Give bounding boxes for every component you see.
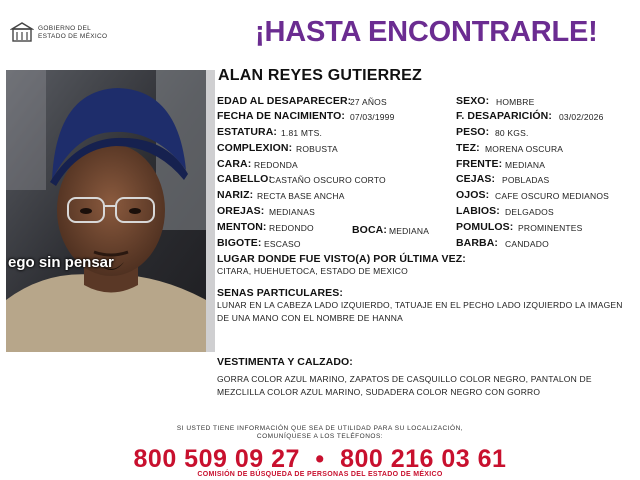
birthdate-label: FECHA DE NACIMIENTO: bbox=[217, 110, 345, 122]
photo-caption: ego sin pensar bbox=[8, 254, 114, 271]
distinguishing-marks-value: LUNAR EN LA CABEZA LADO IZQUIERDO, TATUAJE EN EL PECHO LADO IZQUIERDO LA IMAGEN DE UNA MANO CON EL NOMBRE DE HANNA bbox=[217, 300, 623, 323]
phone-numbers bbox=[0, 445, 640, 474]
face-value: REDONDA bbox=[254, 160, 298, 170]
portrait-illustration bbox=[6, 70, 215, 352]
face-label: CARA: bbox=[217, 158, 252, 170]
beard-value: CANDADO bbox=[505, 239, 549, 249]
eyebrows-value: POBLADAS bbox=[502, 175, 550, 185]
logo-line-1: GOBIERNO DEL bbox=[38, 25, 92, 32]
nose-value: RECTA BASE ANCHA bbox=[257, 191, 345, 201]
chin-value: REDONDO bbox=[269, 223, 314, 233]
weight-value: 80 KGS. bbox=[495, 128, 529, 138]
government-logo bbox=[10, 20, 120, 48]
age-value: 27 AÑOS bbox=[350, 97, 387, 107]
phone-separator: • bbox=[315, 445, 325, 473]
birthdate-value: 07/03/1999 bbox=[350, 112, 395, 122]
contact-note-line-2: COMUNÍQUESE A LOS TELÉFONOS: bbox=[256, 433, 384, 440]
mustache-label: BIGOTE: bbox=[217, 237, 262, 249]
eyes-label: OJOS: bbox=[456, 189, 490, 201]
slogan-title: ¡HASTA ENCONTRARLE! bbox=[255, 16, 598, 48]
logo-line-2: ESTADO DE MÉXICO bbox=[38, 33, 108, 40]
contact-note-line-1: SI USTED TIENE INFORMACIÓN QUE SEA DE UTILIDAD PARA SU LOCALIZACIÓN, bbox=[176, 425, 464, 432]
beard-label: BARBA: bbox=[456, 237, 499, 249]
hair-label: CABELLO: bbox=[217, 173, 273, 185]
phone-number-2[interactable]: 800 216 03 61 bbox=[340, 445, 507, 473]
eyebrows-label: CEJAS: bbox=[456, 173, 496, 185]
clothing-value: GORRA COLOR AZUL MARINO, ZAPATOS DE CASQUILLO COLOR NEGRO, PANTALON DE MEZCLILLA COLOR AZUL MARINO, SUDADERA COLOR NEGRO CON GORRO bbox=[217, 374, 592, 397]
sex-label: SEXO: bbox=[456, 95, 490, 107]
height-value: 1.81 MTS. bbox=[281, 128, 323, 138]
nose-label: NARIZ: bbox=[217, 189, 254, 201]
coat-of-arms-icon bbox=[10, 20, 34, 44]
chin-label: MENTON: bbox=[217, 221, 267, 233]
disappearance-date-label: F. DESAPARICIÓN: bbox=[456, 110, 552, 122]
clothing-label: VESTIMENTA Y CALZADO: bbox=[217, 356, 353, 368]
last-seen-value: CITARA, HUEHUETOCA, ESTADO DE MEXICO bbox=[217, 266, 408, 276]
disappearance-date-value: 03/02/2026 bbox=[559, 112, 604, 122]
sex-value: HOMBRE bbox=[496, 97, 535, 107]
ears-label: OREJAS: bbox=[217, 205, 265, 217]
eyes-value: CAFE OSCURO MEDIANOS bbox=[495, 191, 610, 201]
logo-text bbox=[38, 25, 107, 41]
cheekbones-label: POMULOS: bbox=[456, 221, 514, 233]
forehead-label: FRENTE: bbox=[456, 158, 503, 170]
last-seen-label: LUGAR DONDE FUE VISTO(A) POR ÚLTIMA VEZ: bbox=[217, 253, 466, 265]
complexion-tone-value: MORENA OSCURA bbox=[485, 144, 564, 154]
person-name: ALAN REYES GUTIERREZ bbox=[218, 67, 423, 84]
forehead-value: MEDIANA bbox=[505, 160, 546, 170]
cheekbones-value: PROMINENTES bbox=[518, 223, 583, 233]
build-label: COMPLEXION: bbox=[217, 142, 293, 154]
phone-number-1[interactable]: 800 509 09 27 bbox=[133, 445, 300, 473]
mouth-label: BOCA: bbox=[352, 224, 387, 236]
build-value: ROBUSTA bbox=[296, 144, 338, 154]
mustache-value: ESCASO bbox=[264, 239, 301, 249]
contact-note bbox=[0, 425, 640, 441]
complexion-tone-label: TEZ: bbox=[456, 142, 480, 154]
ears-value: MEDIANAS bbox=[269, 207, 315, 217]
lips-label: LABIOS: bbox=[456, 205, 500, 217]
weight-label: PESO: bbox=[456, 126, 490, 138]
age-label: EDAD AL DESAPARECER: bbox=[217, 95, 352, 107]
height-label: ESTATURA: bbox=[217, 126, 278, 138]
mouth-value: MEDIANA bbox=[389, 226, 430, 236]
missing-person-photo bbox=[6, 70, 215, 352]
hair-value: CASTAÑO OSCURO CORTO bbox=[269, 175, 386, 185]
commission-name: COMISIÓN DE BÚSQUEDA DE PERSONAS DEL ESTADO DE MÉXICO bbox=[197, 471, 443, 478]
distinguishing-marks-label: SENAS PARTICULARES: bbox=[217, 287, 343, 299]
lips-value: DELGADOS bbox=[505, 207, 554, 217]
